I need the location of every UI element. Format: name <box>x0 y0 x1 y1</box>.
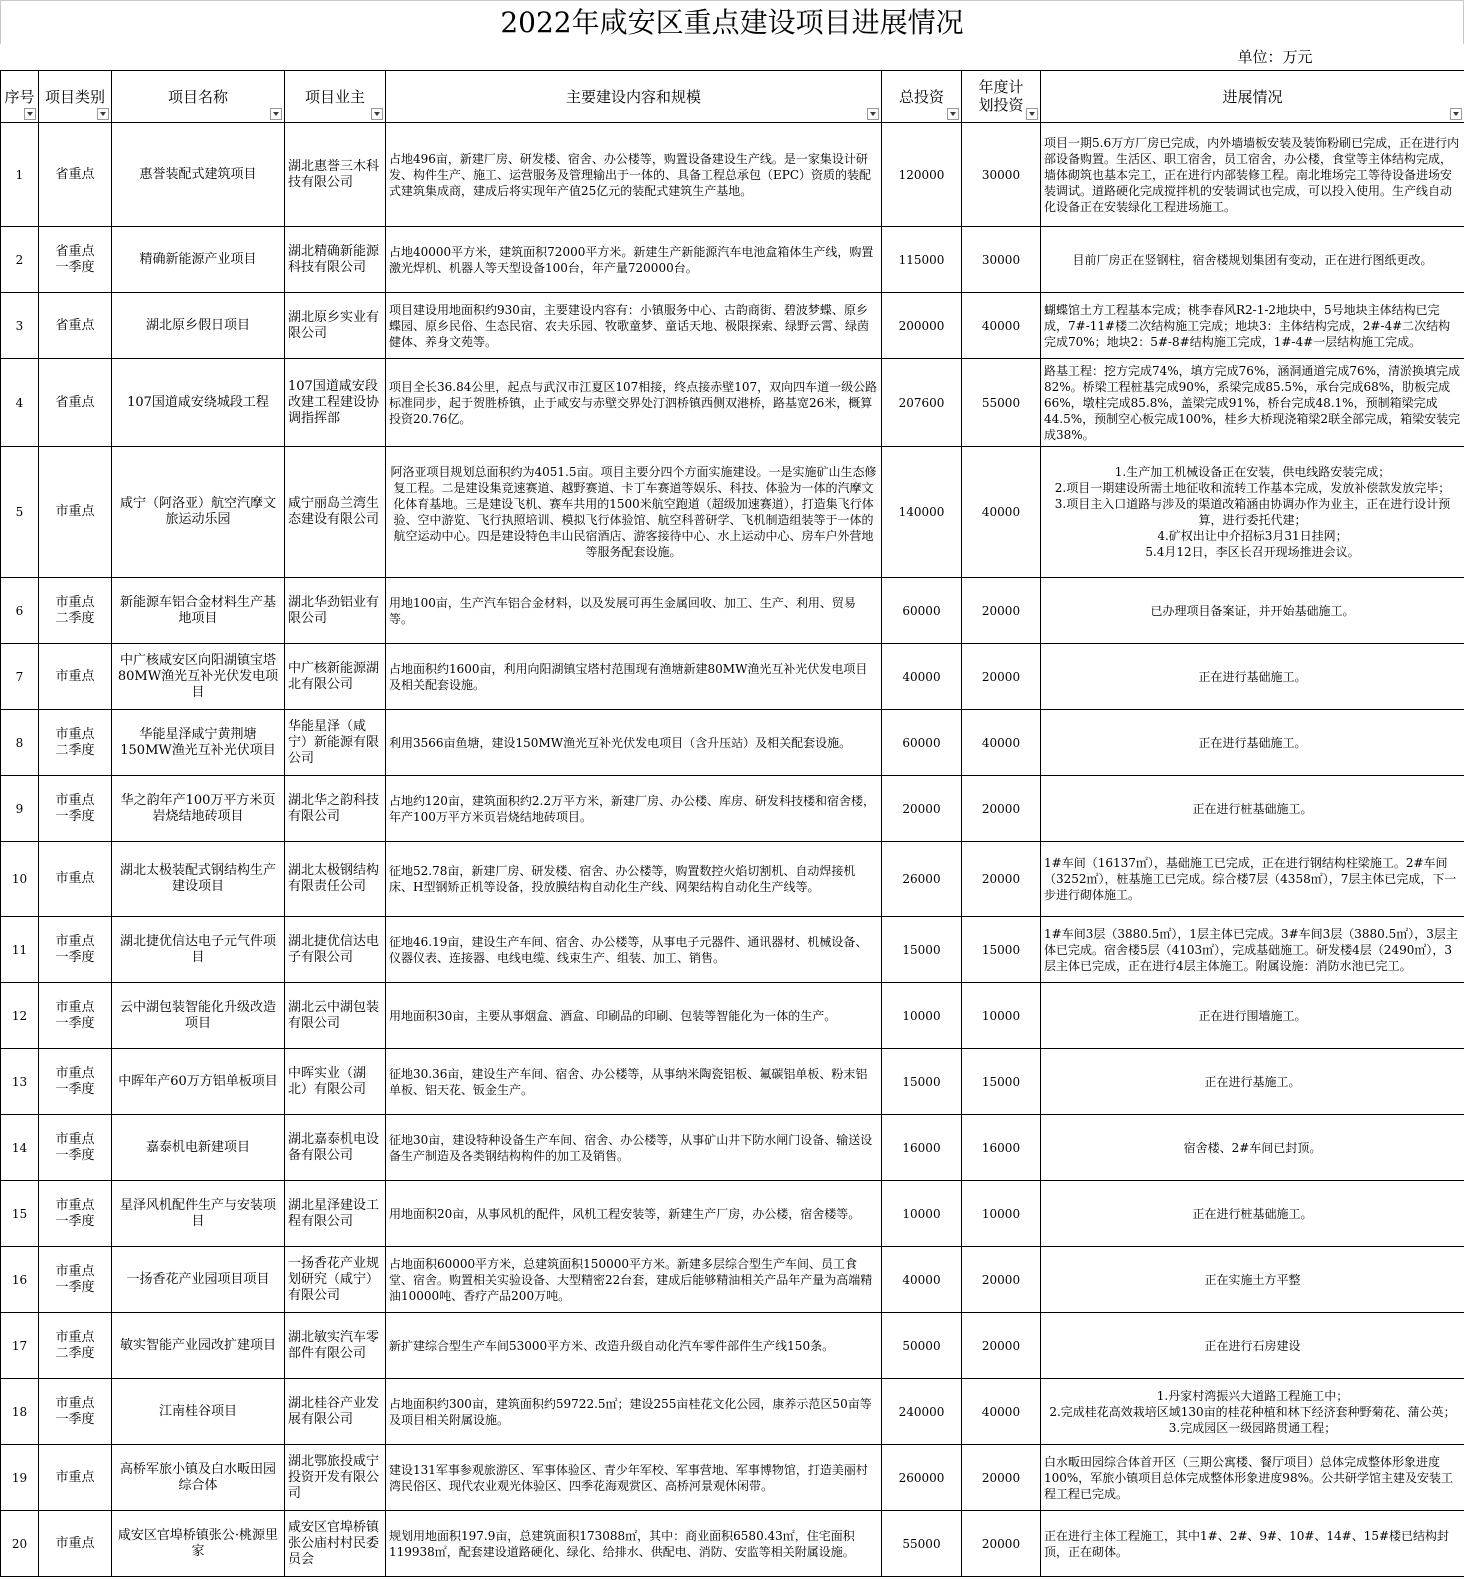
row-category: 市重点 一季度 <box>39 917 112 983</box>
row-annual-investment: 20000 <box>962 1445 1041 1511</box>
row-progress: 正在进行主体工程施工，其中1#、2#、9#、10#、14#、15#楼已结构封顶，正在砌体。 <box>1041 1511 1464 1577</box>
row-category: 省重点 <box>39 359 112 447</box>
row-total-investment: 60000 <box>882 710 962 776</box>
row-progress: 路基工程：挖方完成74%，填方完成76%，涵洞通道完成76%，清淤换填完成82%。桥梁工程桩基完成90%，系梁完成85.5%，承台完成68%，肋板完成66%，墩柱完成85.8%，盖梁完成91%，桥台完成48.1%，预制箱梁完成44.5%，预制空心板完成100%，桂乡大桥现浇箱梁2联全部完成，箱梁安装完成38%。 <box>1041 359 1464 447</box>
row-content: 占地面积60000平方米，总建筑面积150000平方米。新建多层综合型生产车间、员工食堂、宿舍。购置相关实验设备、大型精密22台套，建成后能够精油相关产品年产量为高端精油10000吨、香疗产品200万吨。 <box>386 1247 882 1313</box>
row-annual-investment: 20000 <box>962 1313 1041 1379</box>
row-progress: 项目一期5.6万方厂房已完成，内外墙墙板安装及装饰粉刷已完成，正在进行内部设备购置。生活区、职工宿舍，员工宿舍，办公楼，食堂等主体结构完成，墙体砌筑也基本完工，正在进行内部装修工程。南北堆场完工等待设备进场安装调试。道路硬化完成搅拌机的安装调试也完成，可以投入使用。生产线自动化设备正在安装绿化工程进场施工。 <box>1041 123 1464 227</box>
row-owner: 湖北惠誉三木科技有限公司 <box>285 123 386 227</box>
filter-dropdown-icon[interactable] <box>1026 108 1038 120</box>
row-total-investment: 16000 <box>882 1115 962 1181</box>
row-project-name: 华能星泽咸宁黄荆塘150MW渔光互补光伏项目 <box>112 710 285 776</box>
row-owner: 湖北云中湖包装有限公司 <box>285 983 386 1049</box>
row-total-investment: 40000 <box>882 1247 962 1313</box>
row-category: 市重点 一季度 <box>39 1247 112 1313</box>
header-no <box>1 71 39 123</box>
row-owner: 湖北捷优信达电子有限公司 <box>285 917 386 983</box>
table-row <box>1 644 1464 710</box>
row-project-name: 嘉泰机电新建项目 <box>112 1115 285 1181</box>
row-category: 市重点 二季度 <box>39 1313 112 1379</box>
row-number: 5 <box>1 447 39 578</box>
table-row <box>1 1445 1464 1511</box>
header-total <box>882 71 962 123</box>
row-total-investment: 10000 <box>882 1181 962 1247</box>
row-total-investment: 10000 <box>882 983 962 1049</box>
row-project-name: 湖北太极装配式钢结构生产建设项目 <box>112 842 285 917</box>
row-total-investment: 15000 <box>882 1049 962 1115</box>
header-label: 项目业主 <box>304 87 365 106</box>
table-row <box>1 359 1464 447</box>
row-number: 4 <box>1 359 39 447</box>
row-annual-investment: 16000 <box>962 1115 1041 1181</box>
row-owner: 湖北太极钢结构有限责任公司 <box>285 842 386 917</box>
row-number: 2 <box>1 227 39 293</box>
row-annual-investment: 40000 <box>962 1379 1041 1445</box>
row-project-name: 星泽风机配件生产与安装项目 <box>112 1181 285 1247</box>
row-owner: 华能星泽（咸宁）新能源有限公司 <box>285 710 386 776</box>
table-row <box>1 1049 1464 1115</box>
row-annual-investment: 40000 <box>962 710 1041 776</box>
row-total-investment: 207600 <box>882 359 962 447</box>
row-progress: 正在进行桩基础施工。 <box>1041 776 1464 842</box>
header-name <box>112 71 285 123</box>
row-content: 项目建设用地面积约930亩，主要建设内容有：小镇服务中心、古韵商街、碧波梦蝶、原乡蝶园、原乡民俗、生态民宿、农夫乐园、牧歌童梦、童话天地、极限探索、绿野云霄、绿茵健体、养身文苑等。 <box>386 293 882 359</box>
table-body <box>1 123 1464 1577</box>
row-category: 市重点 二季度 <box>39 710 112 776</box>
row-progress: 宿舍楼、2#车间已封顶。 <box>1041 1115 1464 1181</box>
row-annual-investment: 55000 <box>962 359 1041 447</box>
row-owner: 湖北星泽建设工程有限公司 <box>285 1181 386 1247</box>
row-owner: 中广核新能源湖北有限公司 <box>285 644 386 710</box>
row-progress: 正在进行桩基础施工。 <box>1041 1181 1464 1247</box>
row-annual-investment: 20000 <box>962 644 1041 710</box>
filter-dropdown-icon[interactable] <box>1450 108 1462 120</box>
page-title: 2022年咸安区重点建设项目进展情况 <box>0 0 1464 44</box>
row-annual-investment: 10000 <box>962 1181 1041 1247</box>
header-label: 总投资 <box>898 87 944 106</box>
table-row <box>1 123 1464 227</box>
table-row <box>1 293 1464 359</box>
row-progress: 1#车间（16137㎡），基础施工已完成，正在进行钢结构柱梁施工。2#车间（3252㎡），桩基施工已完成。综合楼7层（4358㎡），7层主体已完成，下一步进行砌体施工。 <box>1041 842 1464 917</box>
row-content: 用地面积20亩，从事风机的配件，风机工程安装等，新建生产厂房，办公楼，宿舍楼等。 <box>386 1181 882 1247</box>
header-row <box>1 71 1464 123</box>
row-content: 项目全长36.84公里，起点与武汉市江夏区107相接，终点接赤壁107，双向四车道一级公路标准同步，起于贺胜桥镇，止于咸安与赤壁交界处汀泗桥镇西侧双港桥，路基宽26米，概算投资20.76亿。 <box>386 359 882 447</box>
row-category: 市重点 <box>39 644 112 710</box>
table-row <box>1 983 1464 1049</box>
row-category: 市重点 一季度 <box>39 1181 112 1247</box>
row-content: 占地40000平方米，建筑面积72000平方米。新建生产新能源汽车电池盒箱体生产线，购置激光焊机、机器人等天型设备100台，年产量720000台。 <box>386 227 882 293</box>
row-content: 规划用地面积197.9亩，总建筑面积173088㎡，其中：商业面积6580.43㎡，住宅面积119938㎡，配套建设道路硬化、绿化、给排水、供配电、消防、安监等相关附属设施。 <box>386 1511 882 1577</box>
header-label: 序号 <box>4 87 35 106</box>
row-content: 占地面积约300亩，建筑面积约59722.5㎡；建设255亩桂花文化公园，康养示范区50亩等及项目相关附属设施。 <box>386 1379 882 1445</box>
row-category: 省重点 一季度 <box>39 227 112 293</box>
row-project-name: 高桥军旅小镇及白水畈田园综合体 <box>112 1445 285 1511</box>
row-content: 占地约120亩，建筑面积约2.2万平方米，新建厂房、办公楼、库房、研发科技楼和宿舍楼，年产100万平方米页岩烧结地砖项目。 <box>386 776 882 842</box>
row-annual-investment: 10000 <box>962 983 1041 1049</box>
row-total-investment: 200000 <box>882 293 962 359</box>
row-number: 9 <box>1 776 39 842</box>
row-category: 省重点 <box>39 123 112 227</box>
row-owner: 湖北敏实汽车零部件有限公司 <box>285 1313 386 1379</box>
row-number: 13 <box>1 1049 39 1115</box>
row-annual-investment: 40000 <box>962 447 1041 578</box>
row-number: 6 <box>1 578 39 644</box>
table-row <box>1 917 1464 983</box>
row-content: 用地100亩，生产汽车铝合金材料，以及发展可再生金属回收、加工、生产、利用、贸易等。 <box>386 578 882 644</box>
row-number: 16 <box>1 1247 39 1313</box>
header-category <box>39 71 112 123</box>
row-number: 18 <box>1 1379 39 1445</box>
row-number: 14 <box>1 1115 39 1181</box>
row-content: 利用3566亩鱼塘，建设150MW渔光互补光伏发电项目（含升压站）及相关配套设施。 <box>386 710 882 776</box>
row-owner: 湖北原乡实业有限公司 <box>285 293 386 359</box>
row-owner: 咸宁丽岛兰湾生态建设有限公司 <box>285 447 386 578</box>
row-owner: 湖北精确新能源科技有限公司 <box>285 227 386 293</box>
row-category: 市重点 <box>39 1511 112 1577</box>
row-total-investment: 50000 <box>882 1313 962 1379</box>
row-total-investment: 240000 <box>882 1379 962 1445</box>
row-progress: 正在进行基础施工。 <box>1041 710 1464 776</box>
row-project-name: 107国道咸安绕城段工程 <box>112 359 285 447</box>
row-content: 占地496亩，新建厂房、研发楼、宿舍、办公楼等，购置设备建设生产线。是一家集设计研发、构件生产、施工、运营服务及管理输出于一体的、具备工程总承包（EPC）资质的装配式建筑集成商，建成后将实现年产值25亿元的装配式建筑生产基地。 <box>386 123 882 227</box>
table-row <box>1 578 1464 644</box>
row-category: 市重点 <box>39 447 112 578</box>
table-row <box>1 776 1464 842</box>
header-label: 项目类别 <box>44 87 105 106</box>
header-label: 年度计划投资 <box>978 78 1024 114</box>
table-row <box>1 1379 1464 1445</box>
row-total-investment: 120000 <box>882 123 962 227</box>
row-total-investment: 140000 <box>882 447 962 578</box>
row-project-name: 江南桂谷项目 <box>112 1379 285 1445</box>
row-progress: 目前厂房正在竖钢柱，宿舍楼规划集团有变动，正在进行图纸更改。 <box>1041 227 1464 293</box>
filter-dropdown-icon[interactable] <box>97 108 109 120</box>
row-progress: 已办理项目备案证，并开始基础施工。 <box>1041 578 1464 644</box>
row-category: 市重点 一季度 <box>39 1115 112 1181</box>
row-number: 12 <box>1 983 39 1049</box>
row-category: 市重点 一季度 <box>39 1379 112 1445</box>
row-owner: 湖北鄂旅投咸宁投资开发有限公司 <box>285 1445 386 1511</box>
row-progress: 1.生产加工机械设备正在安装，供电线路安装完成； 2.项目一期建设所需土地征收和流转工作基本完成，发放补偿款发放完毕； 3.项目主入口道路与涉及的渠道改箱涵由协调办作为业主，正在进行设计预算，进行委托代建； 4.矿权出让中介招标3月31日挂网； 5.4月12日，李区长召开现场推进会议。 <box>1041 447 1464 578</box>
row-content: 征地30亩，建设特种设备生产车间、宿舍、办公楼等，从事矿山井下防水闸门设备、输送设备生产制造及各类钢结构构件的加工及销售。 <box>386 1115 882 1181</box>
row-project-name: 敏实智能产业园改扩建项目 <box>112 1313 285 1379</box>
row-category: 市重点 <box>39 842 112 917</box>
row-content: 征地46.19亩，建设生产车间、宿舍、办公楼等，从事电子元器件、通讯器材、机械设备、仪器仪表、连接器、电线电缆、线束生产、组装、加工、销售。 <box>386 917 882 983</box>
row-owner: 湖北华之韵科技有限公司 <box>285 776 386 842</box>
row-progress: 正在进行石房建设 <box>1041 1313 1464 1379</box>
table-row <box>1 447 1464 578</box>
row-category: 省重点 <box>39 293 112 359</box>
row-category: 市重点 一季度 <box>39 776 112 842</box>
table-row <box>1 842 1464 917</box>
row-total-investment: 40000 <box>882 644 962 710</box>
header-label: 进展情况 <box>1222 87 1283 106</box>
row-progress: 正在进行围墙施工。 <box>1041 983 1464 1049</box>
row-project-name: 一扬香花产业园项目项目 <box>112 1247 285 1313</box>
row-category: 市重点 <box>39 1445 112 1511</box>
row-project-name: 中广核咸安区向阳湖镇宝塔80MW渔光互补光伏发电项目 <box>112 644 285 710</box>
row-number: 15 <box>1 1181 39 1247</box>
row-project-name: 华之韵年产100万平方米页岩烧结地砖项目 <box>112 776 285 842</box>
row-project-name: 云中湖包装智能化升级改造项目 <box>112 983 285 1049</box>
project-table <box>0 70 1464 1577</box>
row-project-name: 湖北捷优信达电子元气件项目 <box>112 917 285 983</box>
row-number: 7 <box>1 644 39 710</box>
table-row <box>1 1511 1464 1577</box>
row-annual-investment: 30000 <box>962 123 1041 227</box>
row-owner: 107国道咸安段改建工程建设协调指挥部 <box>285 359 386 447</box>
row-annual-investment: 15000 <box>962 917 1041 983</box>
header-annual <box>962 71 1041 123</box>
row-project-name: 中晖年产60万方铝单板项目 <box>112 1049 285 1115</box>
row-number: 1 <box>1 123 39 227</box>
row-project-name: 惠誉装配式建筑项目 <box>112 123 285 227</box>
table-row <box>1 1115 1464 1181</box>
row-total-investment: 20000 <box>882 776 962 842</box>
row-owner: 中晖实业（湖北）有限公司 <box>285 1049 386 1115</box>
row-progress: 1.丹家村湾振兴大道路工程施工中； 2.完成桂花高效栽培区域130亩的桂花种植和林下经济套种野菊花、蒲公英；3.完成园区一级园路贯通工程； <box>1041 1379 1464 1445</box>
table-row <box>1 1313 1464 1379</box>
row-number: 20 <box>1 1511 39 1577</box>
row-progress: 正在进行基施工。 <box>1041 1049 1464 1115</box>
filter-dropdown-icon[interactable] <box>867 108 879 120</box>
row-project-name: 咸安区官埠桥镇张公·桃源里家 <box>112 1511 285 1577</box>
row-annual-investment: 40000 <box>962 293 1041 359</box>
row-total-investment: 55000 <box>882 1511 962 1577</box>
row-total-investment: 260000 <box>882 1445 962 1511</box>
row-annual-investment: 20000 <box>962 1247 1041 1313</box>
row-number: 19 <box>1 1445 39 1511</box>
table-row <box>1 227 1464 293</box>
filter-dropdown-icon[interactable] <box>270 108 282 120</box>
row-progress: 正在进行基础施工。 <box>1041 644 1464 710</box>
row-project-name: 咸宁（阿洛亚）航空汽摩文旅运动乐园 <box>112 447 285 578</box>
header-owner <box>285 71 386 123</box>
row-project-name: 精确新能源产业项目 <box>112 227 285 293</box>
filter-dropdown-icon[interactable] <box>24 108 36 120</box>
row-progress: 白水畈田园综合体首开区（三期公寓楼、餐厅项目）总体完成整体形象进度100%，军旅小镇项目总体完成整体形象进度98%。公共研学馆主建及安装工程工程已完成。 <box>1041 1445 1464 1511</box>
table-row <box>1 1247 1464 1313</box>
row-annual-investment: 20000 <box>962 578 1041 644</box>
row-total-investment: 60000 <box>882 578 962 644</box>
row-owner: 湖北嘉泰机电设备有限公司 <box>285 1115 386 1181</box>
row-project-name: 新能源车铝合金材料生产基地项目 <box>112 578 285 644</box>
table-row <box>1 1181 1464 1247</box>
row-number: 10 <box>1 842 39 917</box>
row-progress: 正在实施土方平整 <box>1041 1247 1464 1313</box>
row-number: 17 <box>1 1313 39 1379</box>
row-annual-investment: 20000 <box>962 842 1041 917</box>
header-label: 主要建设内容和规模 <box>565 87 701 106</box>
row-category: 市重点 二季度 <box>39 578 112 644</box>
table-row <box>1 710 1464 776</box>
filter-dropdown-icon[interactable] <box>371 108 383 120</box>
row-category: 市重点 一季度 <box>39 1049 112 1115</box>
row-content: 征地52.78亩，新建厂房、研发楼、宿舍、办公楼等，购置数控火焰切割机、自动焊接机床、H型钢矫正机等设备，投放膜结构自动化生产线、网架结构自动化生产线等。 <box>386 842 882 917</box>
row-annual-investment: 20000 <box>962 776 1041 842</box>
row-number: 3 <box>1 293 39 359</box>
row-progress: 1#车间3层（3880.5㎡），1层主体已完成。3#车间3层（3880.5㎡），3层主体已完成。宿舍楼5层（4103㎡），完成基础施工。研发楼4层（2490㎡），3层主体已完成，正在进行4层主体施工。附属设施：消防水池已完工。 <box>1041 917 1464 983</box>
row-category: 市重点 一季度 <box>39 983 112 1049</box>
header-content <box>386 71 882 123</box>
row-annual-investment: 30000 <box>962 227 1041 293</box>
row-owner: 湖北桂谷产业发展有限公司 <box>285 1379 386 1445</box>
row-content: 阿洛亚项目规划总面积约为4051.5亩。项目主要分四个方面实施建设。一是实施矿山生态修复工程。二是建设集竞速赛道、越野赛道、卡丁车赛道等娱乐、科技、体验为一体的汽摩文化体育基地。三是建设飞机、赛车共用的1500米航空跑道（超级加速赛道），打造集飞行体验、空中游览、飞行执照培训、模拟飞行体验馆、航空科普研学、飞机制造组装等于一体的航空运动中心。四是建设特色丰山民宿酒店、游客接待中心、水上运动中心、房车户外营地等服务配套设施。 <box>386 447 882 578</box>
row-number: 8 <box>1 710 39 776</box>
row-progress: 蝴蝶馆土方工程基本完成；桃李春风R2-1-2地块中，5号地块主体结构已完成，7#-11#楼二次结构施工完成；地块3：主体结构完成，2#-4#二次结构完成70%；地块2：5#-8#结构施工完成，1#-4#一层结构施工完成。 <box>1041 293 1464 359</box>
row-project-name: 湖北原乡假日项目 <box>112 293 285 359</box>
row-total-investment: 15000 <box>882 917 962 983</box>
row-total-investment: 115000 <box>882 227 962 293</box>
row-annual-investment: 15000 <box>962 1049 1041 1115</box>
header-label: 项目名称 <box>167 87 228 106</box>
row-annual-investment: 20000 <box>962 1511 1041 1577</box>
row-total-investment: 26000 <box>882 842 962 917</box>
filter-dropdown-icon[interactable] <box>947 108 959 120</box>
row-content: 新扩建综合型生产车间53000平方米、改造升级自动化汽车零件部件生产线150条。 <box>386 1313 882 1379</box>
row-content: 建设131军事参观旅游区、军事体验区、青少年军校、军事营地、军事博物馆，打造美丽村湾民俗区、现代农业观光体验区、四季花海观赏区、高桥河景观休闲带。 <box>386 1445 882 1511</box>
row-content: 占地面积约1600亩，利用向阳湖镇宝塔村范围现有渔塘新建80MW渔光互补光伏发电项目及相关配套设施。 <box>386 644 882 710</box>
unit-label: 单位：万元 <box>1237 48 1313 66</box>
row-content: 用地面积30亩，主要从事烟盒、酒盒、印刷品的印刷、包装等智能化为一体的生产。 <box>386 983 882 1049</box>
row-number: 11 <box>1 917 39 983</box>
row-owner: 湖北华劲铝业有限公司 <box>285 578 386 644</box>
row-owner: 咸安区官埠桥镇张公庙村村民委员会 <box>285 1511 386 1577</box>
header-progress <box>1041 71 1464 123</box>
row-content: 征地30.36亩，建设生产车间、宿舍、办公楼等，从事纳米陶瓷铝板、氟碳铝单板、粉末铝单板、铝天花、钣金生产。 <box>386 1049 882 1115</box>
row-owner: 一扬香花产业规划研究（咸宁）有限公司 <box>285 1247 386 1313</box>
